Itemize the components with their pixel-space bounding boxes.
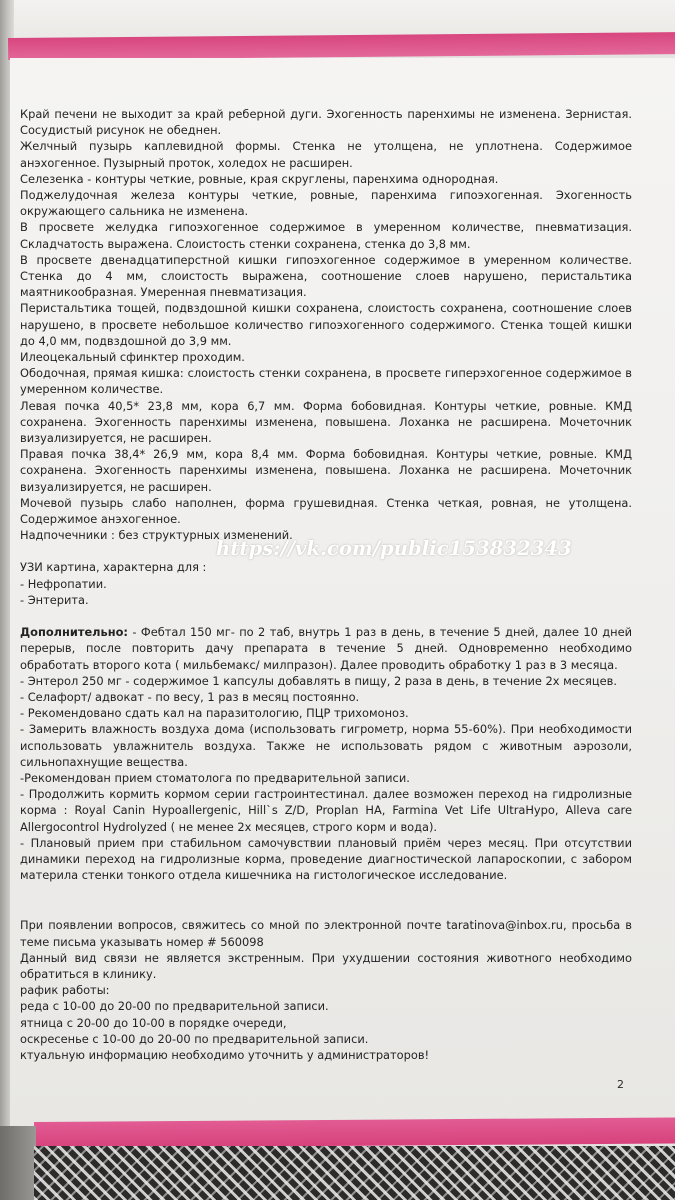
finding-stomach: В просвете желудка гипоэхогенное содержимое в умеренном количестве, пневматизация. Складчатость выражена. Слоистость стенки сохранена, стенка до 3,8 мм. — [20, 220, 632, 251]
document-body — [20, 106, 632, 1063]
conclusion-item: - Нефропатии. — [20, 576, 107, 591]
finding-spleen: Селезенка - контуры четкие, ровные, края скруглены, паренхима однородная. — [20, 171, 499, 186]
recommendation-label: Дополнительно: — [20, 625, 128, 640]
recommendation-item: - Энтерол 250 мг - содержимое 1 капсулы добавлять в пищу, 2 раза в день, в течение 2х месяцев. — [20, 673, 617, 688]
recommendation-item: - Продолжить кормить кормом серии гастроинтестинал. далее возможен переход на гидролизные корма : Royal Canin Hypoallergenic, Hill`s Z/D, Proplan HA, Farmina Vet Life UltraHypo, Alleva care Allergocontrol Hydrolyzed ( не менее 2х месяцев, строго корм и вода). — [20, 787, 632, 834]
patterned-surface — [34, 1146, 675, 1200]
recommendation-item: - Селафорт/ адвокат - по весу, 1 раз в месяц постоянно. — [20, 689, 360, 704]
finding-duodenum: В просвете двенадцатиперстной кишки гипоэхогенное содержимое в умеренном количестве. Стенка до 4 мм, слоистость выражена, соотношение слоев нарушено, перистальтика маятникообразная. Умеренная пневматизация. — [20, 252, 632, 300]
watermark-url: https://vk.com/public153832343 — [216, 537, 572, 560]
spacer — [20, 883, 632, 917]
finding-ileocecal: Илеоцекальный сфинктер проходим. — [20, 350, 245, 365]
recommendation-intro — [20, 624, 632, 673]
finding-colon: Ободочная, прямая кишка: слоистость стенки сохранена, в просвете гиперэхогенное содержимое в умеренном количестве. — [20, 366, 632, 397]
contact-email-note: При появлении вопросов, свяжитесь со мной по электронной почте taratinova@inbox.ru, просьба в теме письма указывать номер # 560098 — [20, 918, 632, 949]
schedule-note: ктуальную информацию необходимо уточнить у администраторов! — [20, 1047, 430, 1062]
recommendation-intro-text: - Фебтал 150 мг- по 2 таб, внутрь 1 раз в день, в течение 5 дней, далее 10 дней перерыв, после повторить дачу препарата в течение 5 дней. Одновременно необходимо обработать второго кота ( мильбемакс/ милпразон). Далее проводить обработку 1 раз в 3 месяца. — [20, 625, 632, 672]
schedule-line: реда с 10-00 до 20-00 по предварительной записи. — [20, 999, 329, 1014]
finding-liver: Край печени не выходит за край реберной дуги. Эхогенность паренхимы не изменена. Зернистая. Сосудистый рисунок не обеднен. — [20, 107, 632, 138]
finding-small-intestine: Перистальтика тощей, подвздошной кишки сохранена, слоистость сохранена, соотношение слоев нарушено, в просвете небольшое количество гипоэхогенного содержимого. Стенка тощей кишки до 4,0 мм, подвздошной до 3,9 мм. — [20, 301, 632, 348]
schedule-line: оскресенье с 10-00 до 20-00 по предварительной записи. — [20, 1031, 369, 1046]
conclusion-item: - Энтерита. — [20, 592, 89, 607]
recommendation-item: -Рекомендован прием стоматолога по предварительной записи. — [20, 770, 410, 785]
finding-gallbladder: Желчный пузырь каплевидной формы. Стенка не утолщена, не уплотнена. Содержимое анэхогенное. Пузырный проток, холедох не расширен. — [20, 139, 632, 170]
pink-header-stripe — [8, 32, 675, 60]
recommendation-item: - Замерить влажность воздуха дома (использовать гигрометр, норма 55-60%). При необходимости использовать увлажнитель воздуха. Также не использовать рядом с животным аэрозоли, сильнопахнущие вещества. — [20, 722, 632, 769]
finding-adrenals: Надпочечники : без структурных изменений. — [20, 528, 293, 543]
finding-bladder: Мочевой пузырь слабо наполнен, форма грушевидная. Стенка четкая, ровная, не утолщена. Содержимое анэхогенное. — [20, 495, 632, 527]
pink-footer-stripe — [34, 1118, 675, 1148]
contact-emergency-note: Данный вид связи не является экстренным. При ухудшении состояния животного необходимо обратиться в клинику. — [20, 950, 632, 981]
finding-right-kidney: Правая почка 38,4* 26,9 мм, кора 8,4 мм. Форма бобовидная. Контуры четкие, ровные. КМД сохранена. Эхогенность паренхимы изменена, повышена. Лоханка не расширена. Мочеточник визуализируется, не расширен. — [20, 447, 632, 494]
photo-background-bottom — [0, 1126, 36, 1200]
recommendation-item: - Рекомендовано сдать кал на паразитологию, ПЦР трихомоноз. — [20, 706, 409, 721]
schedule-title: рафик работы: — [20, 983, 110, 998]
spacer — [20, 608, 632, 624]
recommendation-item: - Плановый прием при стабильном самочувствии плановый приём через месяц. При отсутствии динамики переход на гидролизные корма, проведение диагностической лапароскопии, с забором материла стенки тонкого отдела кишечника на гистологическое исследование. — [20, 835, 632, 883]
finding-pancreas: Поджелудочная железа контуры четкие, ровные, паренхима гипоэхогенная. Эхогенность окружающего сальника не изменена. — [20, 188, 632, 219]
schedule-line: ятница с 20-00 до 10-00 в порядке очереди, — [20, 1015, 287, 1030]
finding-left-kidney: Левая почка 40,5* 23,8 мм, кора 6,7 мм. Форма бобовидная. Контуры четкие, ровные. КМД сохранена. Эхогенность паренхимы изменена, повышена. Лоханка не расширена. Мочеточник визуализируется, не расширен. — [20, 398, 632, 446]
conclusion-title: УЗИ картина, характерна для : — [20, 560, 207, 575]
page-number: 2 — [617, 1078, 624, 1091]
